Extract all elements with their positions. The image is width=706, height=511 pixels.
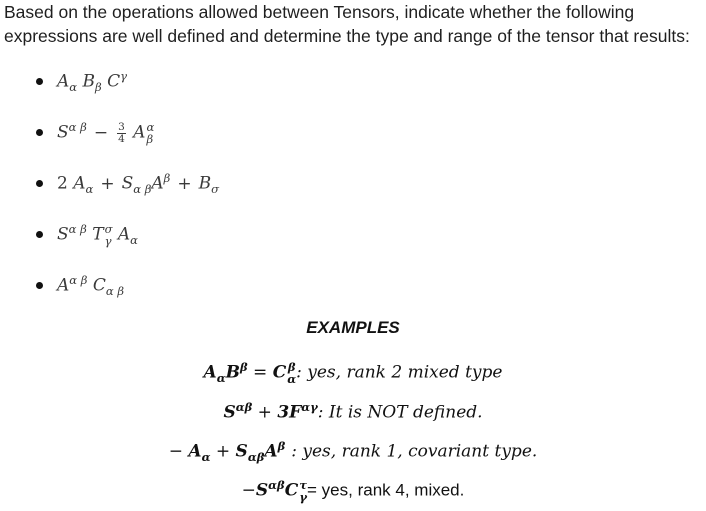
bullet-dot-icon bbox=[36, 129, 43, 136]
intro-paragraph: Based on the operations allowed between Tensors, indicate whether the following expressions are well defined and determine the type and range of the tensor that results: bbox=[4, 2, 690, 46]
example-3: − $A_\alpha + S_{\alpha\beta}A^\beta$ : yes, rank 1, covariant type. bbox=[168, 439, 538, 465]
expression-list bbox=[36, 56, 219, 311]
bullet-dot-icon bbox=[36, 282, 43, 289]
example-2-result: : It is NOT defined. bbox=[317, 402, 483, 423]
list-item bbox=[36, 260, 219, 311]
example-2: $S^{\alpha\beta} + 3F^{\alpha\gamma}$: It is NOT defined. bbox=[223, 400, 483, 423]
list-item bbox=[36, 107, 219, 158]
list-item bbox=[36, 56, 219, 107]
expression-1: $A_\alpha$ $B_\beta$ $C^\gamma$ bbox=[57, 68, 128, 95]
bullet-dot-icon bbox=[36, 180, 43, 187]
example-1: $A_\alpha B^\beta = C$ β α : yes, rank 2 mixed type bbox=[203, 360, 503, 387]
expression-3: 2 $A_\alpha + S_{\alpha \beta}A^\beta + B_\sigma$ bbox=[57, 170, 219, 197]
example-4: $-S^{\alpha\beta}C$ τ γ = yes, rank 4, mixed. bbox=[241, 478, 465, 505]
examples-heading: EXAMPLES bbox=[306, 318, 400, 337]
list-item bbox=[36, 158, 219, 209]
example-4-result: = yes, rank 4, mixed. bbox=[307, 480, 465, 500]
expression-2: $S^{\alpha \beta}$ − $\frac{3}{4}$ A α β bbox=[57, 119, 155, 146]
bullet-dot-icon bbox=[36, 78, 43, 85]
expression-5: $A^{\alpha \beta}$ $C_{\alpha \beta}$ bbox=[57, 272, 125, 299]
expression-4: $S^{\alpha \beta}$ T σ γ $A_\alpha$ bbox=[57, 221, 138, 248]
example-3-result: : yes, rank 1, covariant type. bbox=[291, 441, 538, 462]
example-1-result: : yes, rank 2 mixed type bbox=[296, 362, 503, 383]
bullet-dot-icon bbox=[36, 231, 43, 238]
list-item bbox=[36, 209, 219, 260]
